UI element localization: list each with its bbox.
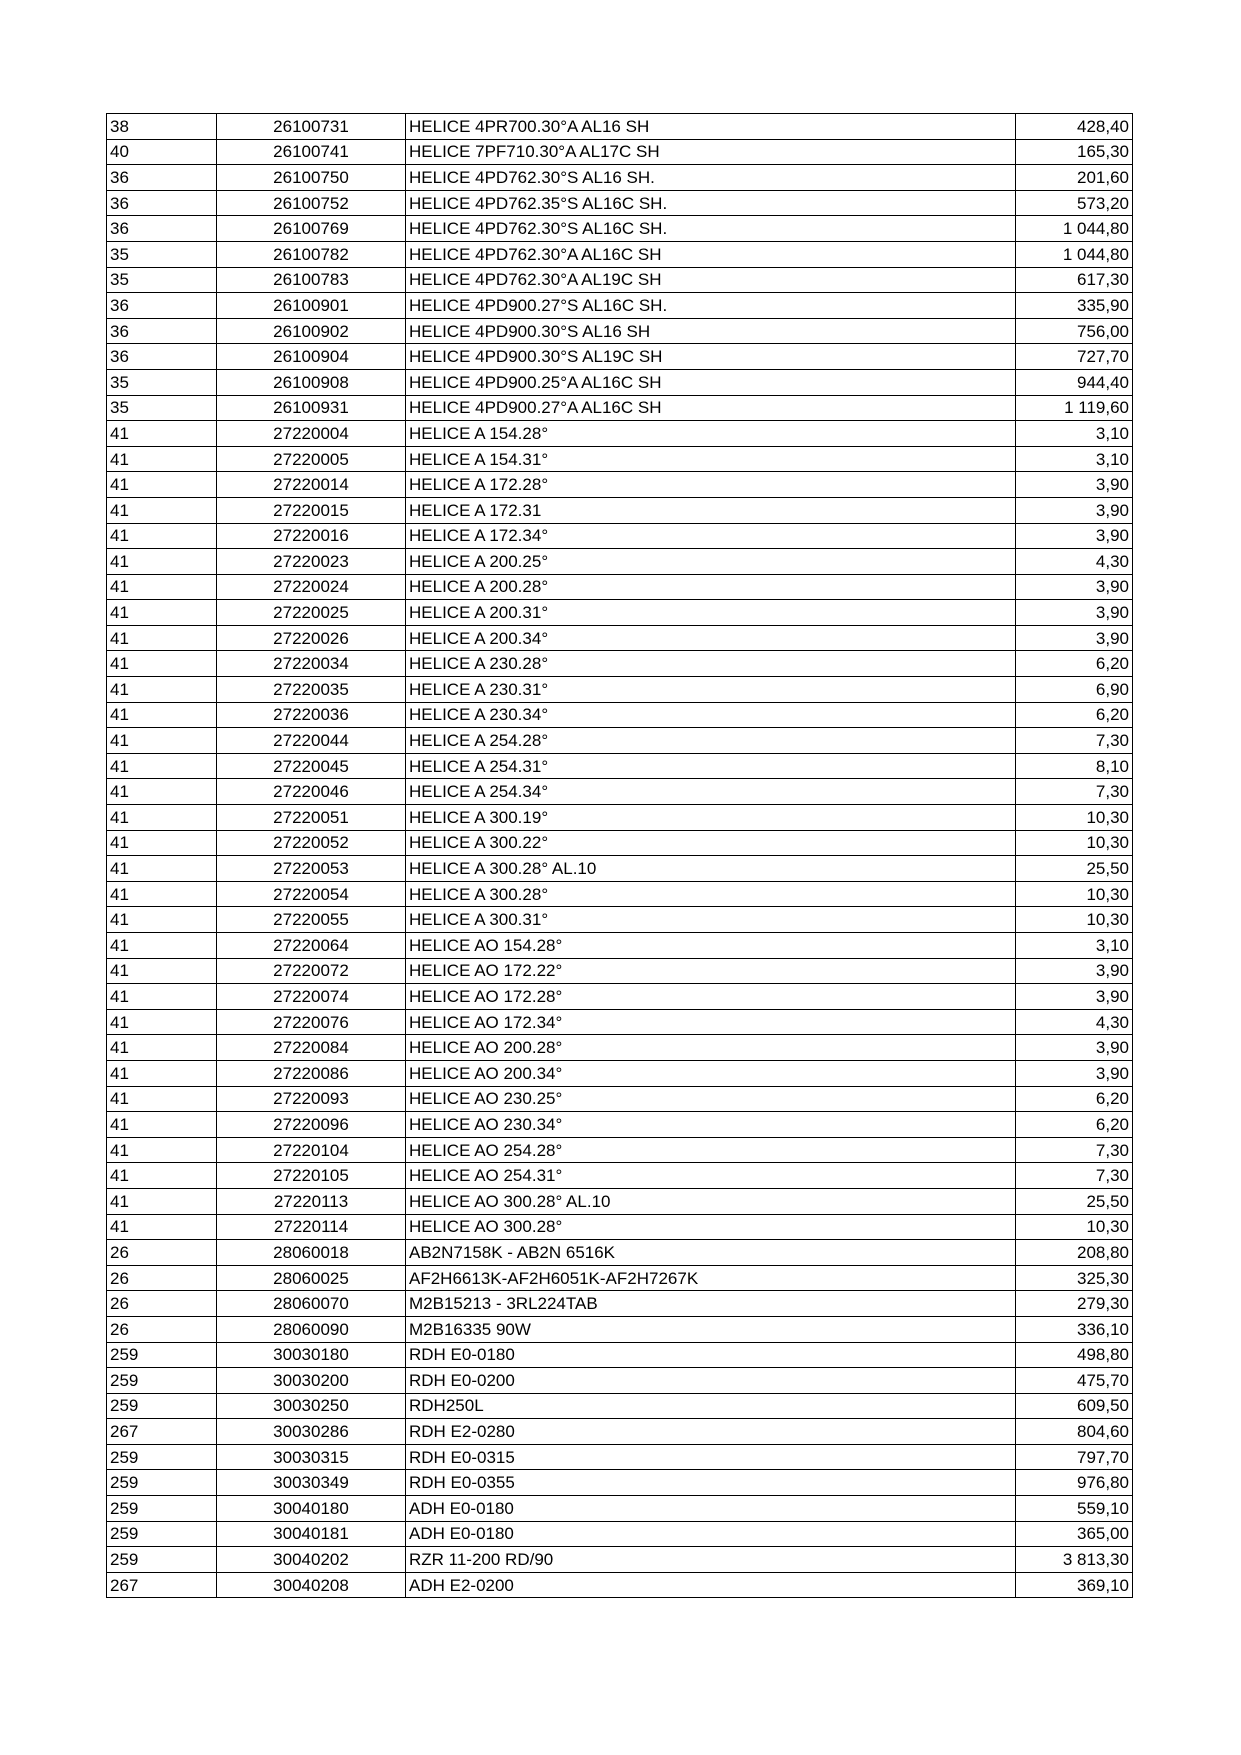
description-cell: HELICE 4PD762.35°S AL16C SH. xyxy=(406,190,1016,216)
price-cell: 3,10 xyxy=(1016,446,1133,472)
price-cell: 6,20 xyxy=(1016,651,1133,677)
table-row xyxy=(107,1496,1133,1522)
description-cell: ADH E0-0180 xyxy=(406,1521,1016,1547)
article-code-cell: 27220044 xyxy=(217,728,406,754)
table-row xyxy=(107,114,1133,140)
table-row xyxy=(107,856,1133,882)
description-cell: HELICE AO 230.25° xyxy=(406,1086,1016,1112)
description-cell: HELICE 4PD900.27°A AL16C SH xyxy=(406,395,1016,421)
table-row xyxy=(107,293,1133,319)
price-cell: 3,90 xyxy=(1016,574,1133,600)
article-code-cell: 26100783 xyxy=(217,267,406,293)
price-cell: 3,10 xyxy=(1016,421,1133,447)
page-ref-cell: 259 xyxy=(107,1496,217,1522)
table-row xyxy=(107,1291,1133,1317)
price-cell: 10,30 xyxy=(1016,830,1133,856)
article-code-cell: 26100901 xyxy=(217,293,406,319)
article-code-cell: 27220005 xyxy=(217,446,406,472)
article-code-cell: 30030180 xyxy=(217,1342,406,1368)
table-row xyxy=(107,190,1133,216)
page-ref-cell: 41 xyxy=(107,549,217,575)
table-row xyxy=(107,1060,1133,1086)
table-row xyxy=(107,241,1133,267)
page-ref-cell: 41 xyxy=(107,907,217,933)
page-ref-cell: 36 xyxy=(107,293,217,319)
article-code-cell: 28060090 xyxy=(217,1316,406,1342)
description-cell: HELICE A 300.28° AL.10 xyxy=(406,856,1016,882)
table-row xyxy=(107,1086,1133,1112)
table-row xyxy=(107,1393,1133,1419)
page-ref-cell: 41 xyxy=(107,523,217,549)
description-cell: HELICE A 254.28° xyxy=(406,728,1016,754)
description-cell: HELICE A 154.28° xyxy=(406,421,1016,447)
page-ref-cell: 36 xyxy=(107,216,217,242)
description-cell: AB2N7158K - AB2N 6516K xyxy=(406,1240,1016,1266)
price-cell: 201,60 xyxy=(1016,165,1133,191)
article-code-cell: 30030286 xyxy=(217,1419,406,1445)
article-code-cell: 27220096 xyxy=(217,1112,406,1138)
article-code-cell: 26100904 xyxy=(217,344,406,370)
price-cell: 3,90 xyxy=(1016,523,1133,549)
table-row xyxy=(107,1547,1133,1573)
article-code-cell: 27220084 xyxy=(217,1035,406,1061)
description-cell: HELICE A 172.28° xyxy=(406,472,1016,498)
price-cell: 4,30 xyxy=(1016,549,1133,575)
price-cell: 7,30 xyxy=(1016,1163,1133,1189)
description-cell: HELICE 4PD762.30°A AL19C SH xyxy=(406,267,1016,293)
price-cell: 10,30 xyxy=(1016,907,1133,933)
price-cell: 10,30 xyxy=(1016,805,1133,831)
article-code-cell: 28060018 xyxy=(217,1240,406,1266)
article-code-cell: 26100902 xyxy=(217,318,406,344)
description-cell: HELICE A 154.31° xyxy=(406,446,1016,472)
table-row xyxy=(107,216,1133,242)
table-row xyxy=(107,984,1133,1010)
description-cell: HELICE 4PD762.30°A AL16C SH xyxy=(406,241,1016,267)
article-code-cell: 26100731 xyxy=(217,114,406,140)
table-row xyxy=(107,1419,1133,1445)
price-cell: 1 119,60 xyxy=(1016,395,1133,421)
price-cell: 3 813,30 xyxy=(1016,1547,1133,1573)
article-code-cell: 30030349 xyxy=(217,1470,406,1496)
article-code-cell: 27220004 xyxy=(217,421,406,447)
price-cell: 3,90 xyxy=(1016,600,1133,626)
description-cell: HELICE A 200.28° xyxy=(406,574,1016,600)
page-ref-cell: 41 xyxy=(107,421,217,447)
price-cell: 25,50 xyxy=(1016,856,1133,882)
page-ref-cell: 41 xyxy=(107,728,217,754)
page-ref-cell: 41 xyxy=(107,881,217,907)
page-ref-cell: 41 xyxy=(107,600,217,626)
page-ref-cell: 41 xyxy=(107,1214,217,1240)
description-cell: HELICE AO 200.28° xyxy=(406,1035,1016,1061)
article-code-cell: 27220015 xyxy=(217,497,406,523)
table-row xyxy=(107,1009,1133,1035)
page-ref-cell: 36 xyxy=(107,165,217,191)
price-cell: 804,60 xyxy=(1016,1419,1133,1445)
table-row xyxy=(107,1265,1133,1291)
page-ref-cell: 259 xyxy=(107,1470,217,1496)
page-ref-cell: 259 xyxy=(107,1444,217,1470)
page-ref-cell: 41 xyxy=(107,1188,217,1214)
page-ref-cell: 41 xyxy=(107,625,217,651)
table-row xyxy=(107,1137,1133,1163)
table-row xyxy=(107,933,1133,959)
description-cell: HELICE AO 300.28° AL.10 xyxy=(406,1188,1016,1214)
description-cell: HELICE 4PD762.30°S AL16 SH. xyxy=(406,165,1016,191)
description-cell: HELICE A 300.22° xyxy=(406,830,1016,856)
description-cell: HELICE A 230.34° xyxy=(406,702,1016,728)
article-code-cell: 27220035 xyxy=(217,677,406,703)
page-ref-cell: 35 xyxy=(107,395,217,421)
price-cell: 25,50 xyxy=(1016,1188,1133,1214)
page-ref-cell: 36 xyxy=(107,190,217,216)
article-code-cell: 26100908 xyxy=(217,369,406,395)
table-row xyxy=(107,881,1133,907)
article-code-cell: 27220053 xyxy=(217,856,406,882)
article-code-cell: 28060025 xyxy=(217,1265,406,1291)
price-cell: 797,70 xyxy=(1016,1444,1133,1470)
page-ref-cell: 259 xyxy=(107,1521,217,1547)
page-ref-cell: 35 xyxy=(107,241,217,267)
page-ref-cell: 26 xyxy=(107,1316,217,1342)
description-cell: HELICE A 172.31 xyxy=(406,497,1016,523)
description-cell: HELICE AO 172.22° xyxy=(406,958,1016,984)
article-code-cell: 27220054 xyxy=(217,881,406,907)
article-code-cell: 27220086 xyxy=(217,1060,406,1086)
price-cell: 617,30 xyxy=(1016,267,1133,293)
article-code-cell: 27220034 xyxy=(217,651,406,677)
description-cell: HELICE A 230.31° xyxy=(406,677,1016,703)
price-cell: 428,40 xyxy=(1016,114,1133,140)
price-cell: 1 044,80 xyxy=(1016,241,1133,267)
description-cell: ADH E0-0180 xyxy=(406,1496,1016,1522)
article-code-cell: 27220023 xyxy=(217,549,406,575)
description-cell: HELICE A 200.25° xyxy=(406,549,1016,575)
article-code-cell: 27220026 xyxy=(217,625,406,651)
price-cell: 7,30 xyxy=(1016,779,1133,805)
page-ref-cell: 41 xyxy=(107,1086,217,1112)
table-row xyxy=(107,1444,1133,1470)
price-cell: 165,30 xyxy=(1016,139,1133,165)
description-cell: M2B15213 - 3RL224TAB xyxy=(406,1291,1016,1317)
description-cell: ADH E2-0200 xyxy=(406,1572,1016,1598)
article-code-cell: 30030315 xyxy=(217,1444,406,1470)
page-ref-cell: 41 xyxy=(107,1009,217,1035)
price-cell: 3,90 xyxy=(1016,958,1133,984)
price-cell: 7,30 xyxy=(1016,728,1133,754)
price-cell: 6,20 xyxy=(1016,702,1133,728)
table-row xyxy=(107,830,1133,856)
price-cell: 976,80 xyxy=(1016,1470,1133,1496)
description-cell: HELICE AO 300.28° xyxy=(406,1214,1016,1240)
price-cell: 10,30 xyxy=(1016,1214,1133,1240)
article-code-cell: 27220051 xyxy=(217,805,406,831)
page-ref-cell: 41 xyxy=(107,497,217,523)
page-ref-cell: 26 xyxy=(107,1291,217,1317)
price-cell: 609,50 xyxy=(1016,1393,1133,1419)
price-cell: 573,20 xyxy=(1016,190,1133,216)
page-ref-cell: 36 xyxy=(107,344,217,370)
page-ref-cell: 41 xyxy=(107,677,217,703)
page-ref-cell: 267 xyxy=(107,1572,217,1598)
article-code-cell: 27220024 xyxy=(217,574,406,600)
article-code-cell: 27220076 xyxy=(217,1009,406,1035)
page-ref-cell: 41 xyxy=(107,702,217,728)
description-cell: HELICE AO 200.34° xyxy=(406,1060,1016,1086)
description-cell: HELICE A 300.19° xyxy=(406,805,1016,831)
table-row xyxy=(107,1521,1133,1547)
price-cell: 335,90 xyxy=(1016,293,1133,319)
article-code-cell: 27220113 xyxy=(217,1188,406,1214)
price-cell: 6,20 xyxy=(1016,1112,1133,1138)
page-ref-cell: 41 xyxy=(107,958,217,984)
article-code-cell: 27220016 xyxy=(217,523,406,549)
price-cell: 8,10 xyxy=(1016,753,1133,779)
price-cell: 369,10 xyxy=(1016,1572,1133,1598)
page-ref-cell: 41 xyxy=(107,856,217,882)
table-row xyxy=(107,1214,1133,1240)
description-cell: HELICE AO 172.28° xyxy=(406,984,1016,1010)
article-code-cell: 28060070 xyxy=(217,1291,406,1317)
table-row xyxy=(107,1035,1133,1061)
article-code-cell: 26100769 xyxy=(217,216,406,242)
table-row xyxy=(107,1188,1133,1214)
article-code-cell: 27220046 xyxy=(217,779,406,805)
price-cell: 944,40 xyxy=(1016,369,1133,395)
description-cell: HELICE 4PD900.27°S AL16C SH. xyxy=(406,293,1016,319)
description-cell: RDH E0-0315 xyxy=(406,1444,1016,1470)
article-code-cell: 27220014 xyxy=(217,472,406,498)
page-ref-cell: 35 xyxy=(107,369,217,395)
price-cell: 1 044,80 xyxy=(1016,216,1133,242)
page-ref-cell: 41 xyxy=(107,651,217,677)
description-cell: HELICE 7PF710.30°A AL17C SH xyxy=(406,139,1016,165)
article-code-cell: 27220052 xyxy=(217,830,406,856)
article-code-cell: 30040208 xyxy=(217,1572,406,1598)
description-cell: HELICE AO 172.34° xyxy=(406,1009,1016,1035)
article-code-cell: 26100750 xyxy=(217,165,406,191)
table-row xyxy=(107,446,1133,472)
table-row xyxy=(107,574,1133,600)
table-row xyxy=(107,1368,1133,1394)
price-cell: 3,90 xyxy=(1016,1035,1133,1061)
price-list-table xyxy=(106,113,1133,1598)
description-cell: AF2H6613K-AF2H6051K-AF2H7267K xyxy=(406,1265,1016,1291)
article-code-cell: 27220045 xyxy=(217,753,406,779)
price-cell: 498,80 xyxy=(1016,1342,1133,1368)
table-row xyxy=(107,805,1133,831)
table-row xyxy=(107,1572,1133,1598)
page-ref-cell: 41 xyxy=(107,984,217,1010)
page-ref-cell: 38 xyxy=(107,114,217,140)
price-cell: 7,30 xyxy=(1016,1137,1133,1163)
description-cell: HELICE A 254.34° xyxy=(406,779,1016,805)
description-cell: HELICE A 300.31° xyxy=(406,907,1016,933)
table-row xyxy=(107,165,1133,191)
description-cell: HELICE AO 254.28° xyxy=(406,1137,1016,1163)
price-cell: 10,30 xyxy=(1016,881,1133,907)
description-cell: RDH E0-0200 xyxy=(406,1368,1016,1394)
table-row xyxy=(107,1470,1133,1496)
price-cell: 3,10 xyxy=(1016,933,1133,959)
table-row xyxy=(107,1342,1133,1368)
price-cell: 208,80 xyxy=(1016,1240,1133,1266)
table-row xyxy=(107,549,1133,575)
page-ref-cell: 41 xyxy=(107,574,217,600)
description-cell: HELICE A 172.34° xyxy=(406,523,1016,549)
article-code-cell: 26100752 xyxy=(217,190,406,216)
price-cell: 3,90 xyxy=(1016,1060,1133,1086)
page-ref-cell: 41 xyxy=(107,830,217,856)
description-cell: HELICE A 200.31° xyxy=(406,600,1016,626)
table-row xyxy=(107,958,1133,984)
table-row xyxy=(107,651,1133,677)
article-code-cell: 27220104 xyxy=(217,1137,406,1163)
article-code-cell: 27220093 xyxy=(217,1086,406,1112)
table-row xyxy=(107,369,1133,395)
table-row xyxy=(107,395,1133,421)
price-cell: 3,90 xyxy=(1016,625,1133,651)
table-row xyxy=(107,344,1133,370)
description-cell: HELICE 4PD900.25°A AL16C SH xyxy=(406,369,1016,395)
table-row xyxy=(107,702,1133,728)
price-cell: 756,00 xyxy=(1016,318,1133,344)
description-cell: HELICE 4PD900.30°S AL16 SH xyxy=(406,318,1016,344)
table-row xyxy=(107,625,1133,651)
description-cell: HELICE 4PD900.30°S AL19C SH xyxy=(406,344,1016,370)
description-cell: RZR 11-200 RD/90 xyxy=(406,1547,1016,1573)
price-cell: 727,70 xyxy=(1016,344,1133,370)
description-cell: RDH E2-0280 xyxy=(406,1419,1016,1445)
description-cell: RDH250L xyxy=(406,1393,1016,1419)
table-row xyxy=(107,600,1133,626)
article-code-cell: 26100931 xyxy=(217,395,406,421)
table-row xyxy=(107,1163,1133,1189)
table-row xyxy=(107,677,1133,703)
page-ref-cell: 41 xyxy=(107,472,217,498)
table-row xyxy=(107,523,1133,549)
page-ref-cell: 26 xyxy=(107,1240,217,1266)
table-row xyxy=(107,1240,1133,1266)
article-code-cell: 27220074 xyxy=(217,984,406,1010)
description-cell: HELICE A 230.28° xyxy=(406,651,1016,677)
price-cell: 325,30 xyxy=(1016,1265,1133,1291)
page-ref-cell: 26 xyxy=(107,1265,217,1291)
description-cell: HELICE A 200.34° xyxy=(406,625,1016,651)
article-code-cell: 26100782 xyxy=(217,241,406,267)
price-cell: 365,00 xyxy=(1016,1521,1133,1547)
price-cell: 3,90 xyxy=(1016,497,1133,523)
page-ref-cell: 41 xyxy=(107,446,217,472)
price-cell: 6,20 xyxy=(1016,1086,1133,1112)
page-ref-cell: 259 xyxy=(107,1342,217,1368)
table-row xyxy=(107,267,1133,293)
description-cell: HELICE A 300.28° xyxy=(406,881,1016,907)
page-ref-cell: 259 xyxy=(107,1393,217,1419)
description-cell: HELICE 4PD762.30°S AL16C SH. xyxy=(406,216,1016,242)
description-cell: HELICE AO 230.34° xyxy=(406,1112,1016,1138)
description-cell: HELICE AO 254.31° xyxy=(406,1163,1016,1189)
article-code-cell: 30030200 xyxy=(217,1368,406,1394)
page-ref-cell: 41 xyxy=(107,1035,217,1061)
page-ref-cell: 41 xyxy=(107,753,217,779)
article-code-cell: 26100741 xyxy=(217,139,406,165)
page-ref-cell: 41 xyxy=(107,1163,217,1189)
page-ref-cell: 41 xyxy=(107,805,217,831)
table-row xyxy=(107,907,1133,933)
page-ref-cell: 41 xyxy=(107,1112,217,1138)
article-code-cell: 27220036 xyxy=(217,702,406,728)
page-ref-cell: 41 xyxy=(107,933,217,959)
price-cell: 3,90 xyxy=(1016,472,1133,498)
price-cell: 6,90 xyxy=(1016,677,1133,703)
page-ref-cell: 267 xyxy=(107,1419,217,1445)
table-row xyxy=(107,1316,1133,1342)
table-row xyxy=(107,1112,1133,1138)
price-cell: 336,10 xyxy=(1016,1316,1133,1342)
table-body xyxy=(107,114,1133,1598)
page-ref-cell: 259 xyxy=(107,1547,217,1573)
page-ref-cell: 35 xyxy=(107,267,217,293)
table-row xyxy=(107,139,1133,165)
page-ref-cell: 41 xyxy=(107,1060,217,1086)
article-code-cell: 27220025 xyxy=(217,600,406,626)
page-ref-cell: 40 xyxy=(107,139,217,165)
article-code-cell: 27220114 xyxy=(217,1214,406,1240)
table-row xyxy=(107,779,1133,805)
page-ref-cell: 41 xyxy=(107,1137,217,1163)
article-code-cell: 30040202 xyxy=(217,1547,406,1573)
price-cell: 475,70 xyxy=(1016,1368,1133,1394)
table-row xyxy=(107,472,1133,498)
description-cell: HELICE AO 154.28° xyxy=(406,933,1016,959)
table-row xyxy=(107,318,1133,344)
table-row xyxy=(107,753,1133,779)
page-ref-cell: 259 xyxy=(107,1368,217,1394)
table-row xyxy=(107,497,1133,523)
price-cell: 3,90 xyxy=(1016,984,1133,1010)
article-code-cell: 30030250 xyxy=(217,1393,406,1419)
article-code-cell: 30040180 xyxy=(217,1496,406,1522)
page-ref-cell: 36 xyxy=(107,318,217,344)
description-cell: RDH E0-0180 xyxy=(406,1342,1016,1368)
article-code-cell: 30040181 xyxy=(217,1521,406,1547)
article-code-cell: 27220064 xyxy=(217,933,406,959)
description-cell: M2B16335 90W xyxy=(406,1316,1016,1342)
article-code-cell: 27220055 xyxy=(217,907,406,933)
description-cell: HELICE 4PR700.30°A AL16 SH xyxy=(406,114,1016,140)
price-cell: 559,10 xyxy=(1016,1496,1133,1522)
price-cell: 279,30 xyxy=(1016,1291,1133,1317)
article-code-cell: 27220072 xyxy=(217,958,406,984)
price-cell: 4,30 xyxy=(1016,1009,1133,1035)
article-code-cell: 27220105 xyxy=(217,1163,406,1189)
table-row xyxy=(107,728,1133,754)
description-cell: RDH E0-0355 xyxy=(406,1470,1016,1496)
description-cell: HELICE A 254.31° xyxy=(406,753,1016,779)
table-row xyxy=(107,421,1133,447)
page-ref-cell: 41 xyxy=(107,779,217,805)
